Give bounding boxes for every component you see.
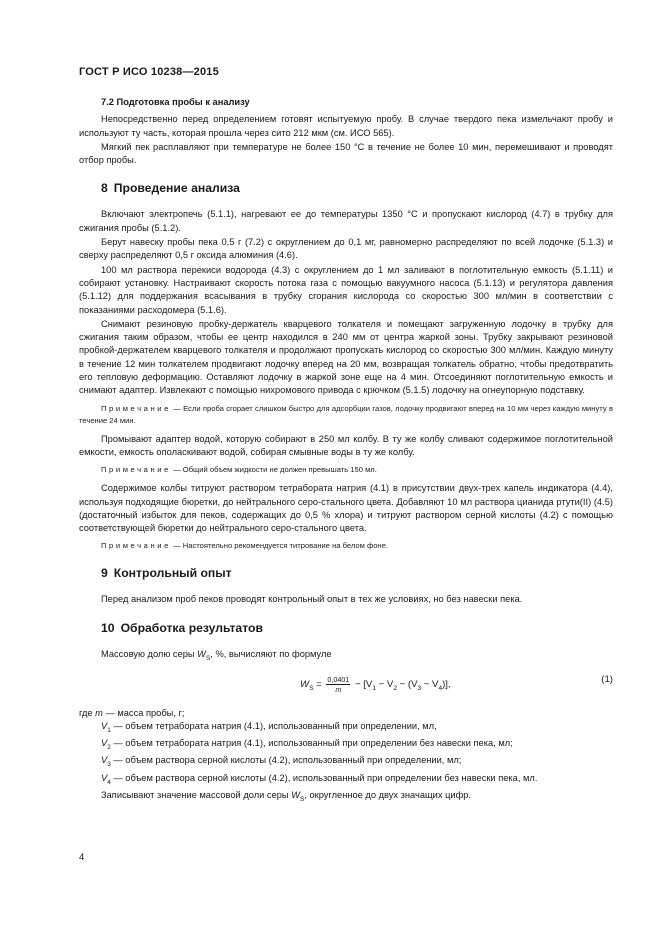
note [79, 403, 613, 427]
symbol: W [197, 648, 206, 659]
formula-intro: Массовую долю серы $W_S$, %, вычисляют по формуле [101, 648, 332, 662]
formula-expression: $W_S$ = $\frac{0,0401}{m}$ − $[V_1 - V_2 - (V_3 - V_4)]$, [300, 674, 451, 694]
paragraph: Записывают значение массовой доли серы $W_S$, округленное до двух значащих цифр. [101, 789, 471, 803]
subsection-heading-7-2: 7.2 Подготовка пробы к анализу [101, 97, 250, 107]
paragraph: Содержимое колбы титруют раствором тетрабората натрия (4.1) в присутствии двух-трех капель индикатора (4.4), используя подходящие бюретки, до нейтрального серо-стального цвета. Добавляют 10 мл раствора цианида ртути(II) (4.5) (достаточный избыток для пеков, содержащих до 0,5 % хлора) и титруют раствором серной кислоты (4.2) с помощью соответствующей бюретки до нейтрального серо-стального цвета. [79, 483, 613, 534]
fraction: $\frac{0,0401}{m}$ [327, 674, 350, 694]
variable-definition: $V_2$ — объем тетрабората натрия (4.1), использованный при определении без навески пека, мл; [101, 738, 513, 752]
section-title: Проведение анализа [113, 181, 240, 196]
note [79, 464, 613, 476]
section-number: 10 [101, 620, 115, 635]
paragraph: Включают электропечь (5.1.1), нагревают ее до температуры 1350 °С и пропускают кислород (4.7) в трубку для сжигания пробы (5.1.2). [79, 209, 613, 233]
note-label: Примечание [101, 403, 171, 413]
paragraph: Перед анализом проб пеков проводят контрольный опыт в тех же условиях, но без навески пека. [101, 594, 523, 605]
note-text: — Общий объем жидкости не должен превышать 150 мл. [173, 465, 377, 475]
equation-number: (1) [601, 673, 613, 685]
section-heading-9 [101, 566, 613, 581]
paragraph: Берут навеску пробы пека 0,5 г (7.2) с округлением до 0,1 мг, равномерно распределяют по всей лодочке (5.1.3) и сверху распределяют 0,5 г оксида алюминия (4.6). [79, 237, 613, 261]
section-heading-10 [101, 621, 613, 636]
variable-definition: где m — масса пробы, г; [79, 707, 185, 718]
note [79, 540, 613, 552]
formula [79, 671, 613, 701]
section-title: Контрольный опыт [113, 566, 232, 581]
document-header: ГОСТ Р ИСО 10238—2015 [79, 66, 219, 78]
note-label: Примечание [101, 541, 171, 551]
paragraph: 100 мл раствора перекиси водорода (4.3) с округлением до 1 мл заливают в поглотительную емкость (5.1.11) и собирают установку. Настраивают скорость потока газа с помощью вакуумного насоса (5.1.13) и регулятора давления (5.1.12) для поддержания всасывания в трубку сгорания кислорода со скоростью 300 мл/мин в соответствии с показаниями расходомера (5.1.6). [79, 264, 613, 315]
note-label: Примечание [101, 465, 171, 475]
document-body [79, 96, 613, 807]
variable-definition: $V_1$ — объем тетрабората натрия (4.1), использованный при определении, мл, [101, 721, 437, 735]
paragraph: Непосредственно перед определением готовят испытуемую пробу. В случае твердого пека измельчают пробу и используют ту часть, которая прошла через сито 212 мкм (см. ИСО 565). [79, 114, 613, 138]
note-text: — Если проба сгорает слишком быстро для адсорбции газов, лодочку продвигают вперед на 10 мм через каждую минуту в течение 24 мин. [79, 403, 613, 425]
section-number: 9 [101, 566, 108, 581]
section-heading-8 [101, 181, 613, 196]
variable-definition: $V_3$ — объем раствора серной кислоты (4.2), использованный при определении, мл; [101, 755, 462, 769]
paragraph: Снимают резиновую пробку-держатель кварцевого толкателя и помещают загруженную лодочку в трубку для сжигания таким образом, чтобы ее центр находился в 240 мм от центра жаркой зоны. Трубку закрывают резиновой пробкой-держателем кварцевого толкателя и продолжают пропускать кислород со скоростью 300 мл/мин. Каждую минуту в течение 12 мин толкателем продвигают лодочку вперед на 20 мм, возвращая толкатель обратно, чтобы предотвратить его тепловую деформацию. Оставляют лодочку в жаркой зоне еще на 4 мин. Отсоединяют поглотительную емкость и снимают адаптер. Извлекают с помощью нихромового привода с крючком (5.1.5) лодочку на огнеупорную подставку. [79, 318, 613, 396]
paragraph: Мягкий пек расплавляют при температуре не более 150 °С в течение не более 10 мин, перемешивают и проводят отбор пробы. [79, 141, 613, 166]
variable-definition: $V_4$ — объем раствора серной кислоты (4.2), использованный при определении без навески пека, мл. [101, 772, 538, 786]
section-title: Обработка результатов [120, 620, 263, 635]
section-number: 8 [101, 181, 108, 196]
paragraph: Промывают адаптер водой, которую собирают в 250 мл колбу. В ту же колбу сливают содержимое поглотительной емкости, емкость ополаскивают водой, собирая смывные воды в ту же колбу. [79, 433, 613, 457]
page-number: 4 [79, 852, 85, 863]
note-text: — Настоятельно рекомендуется титрование на белом фоне. [173, 541, 388, 551]
